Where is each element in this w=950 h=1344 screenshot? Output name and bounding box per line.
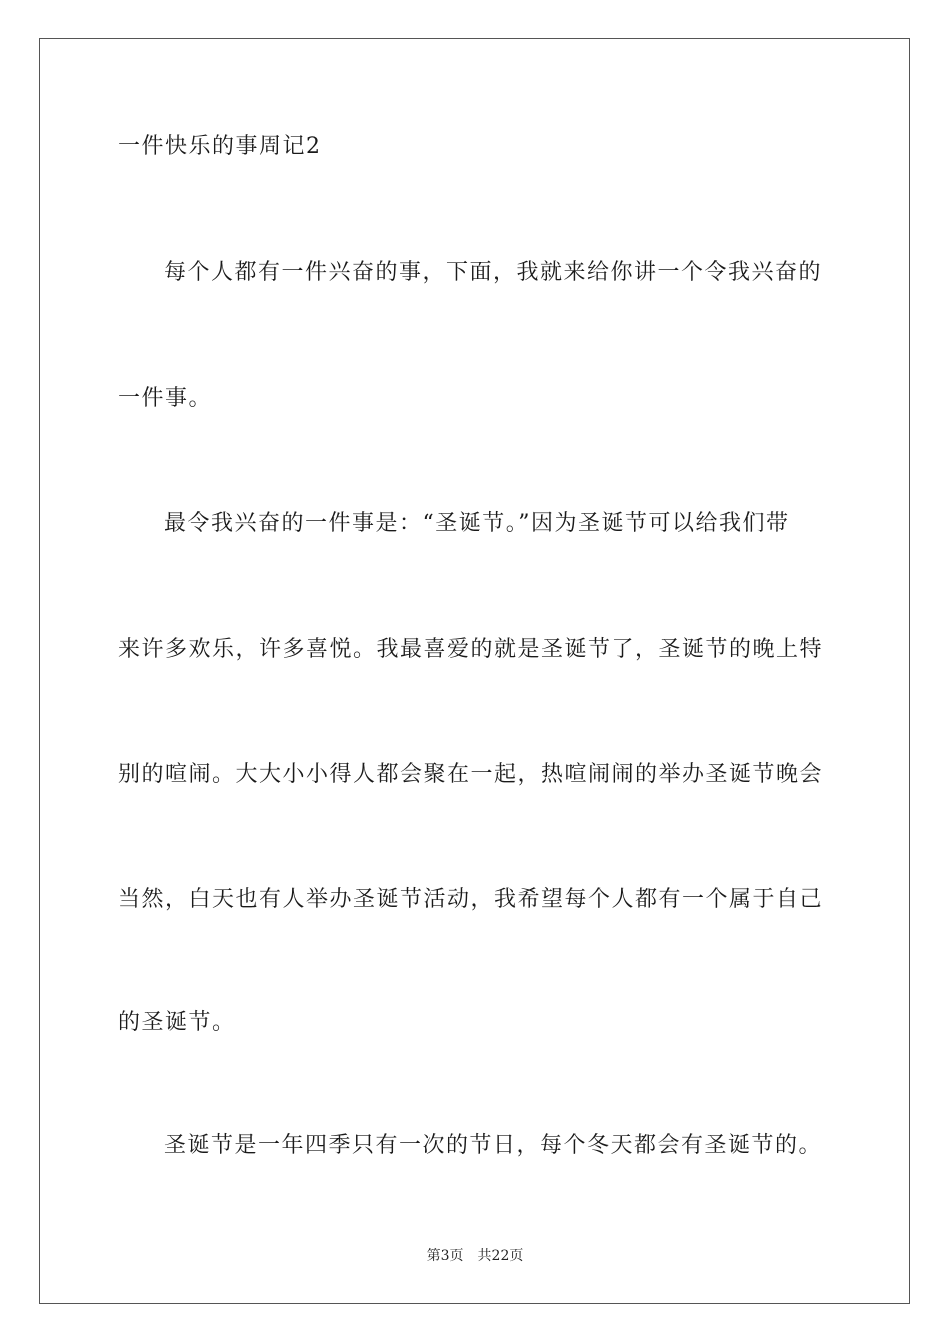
page-border <box>39 38 910 1304</box>
document-title: 一件快乐的事周记2 <box>118 134 322 159</box>
page-number: 第3页 <box>426 1248 464 1264</box>
paragraph-line: 的圣诞节。 <box>118 1010 236 1035</box>
page-total: 共22页 <box>477 1248 524 1264</box>
paragraph-line: 圣诞节是一年四季只有一次的节日，每个冬天都会有圣诞节的。 <box>164 1133 823 1158</box>
paragraph-line: 最令我兴奋的一件事是：“圣诞节。”因为圣诞节可以给我们带 <box>164 511 790 536</box>
paragraph-line: 每个人都有一件兴奋的事，下面，我就来给你讲一个令我兴奋的 <box>164 260 823 285</box>
paragraph-line: 一件事。 <box>118 386 213 411</box>
page-footer <box>0 1247 950 1265</box>
paragraph-line: 别的喧闹。大大小小得人都会聚在一起，热喧闹闹的举办圣诞节晚会 <box>118 762 824 787</box>
paragraph-line: 当然，白天也有人举办圣诞节活动，我希望每个人都有一个属于自己 <box>118 887 824 912</box>
paragraph-line: 来许多欢乐，许多喜悦。我最喜爱的就是圣诞节了，圣诞节的晚上特 <box>118 637 824 662</box>
